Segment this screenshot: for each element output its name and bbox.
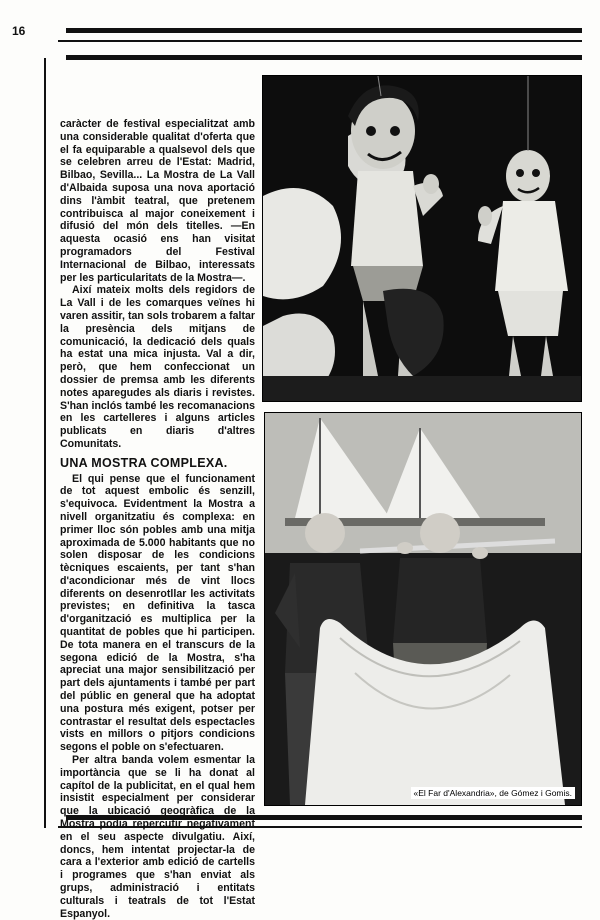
article-column [60,118,255,920]
article-paragraph-2: Així mateix molts dels regidors de La Vall i de les comarques veïnes hi varen assitir, tan sols trobarem a faltar la presència dels mitjans de comunicació, la dedicació dels quals ha estat una mica injusta. Val a dir, però, que hem confeccionat un dossier de premsa amb les diferents notes aparegudes als diaris i revistes. S'han inclós també les recomanacions en les cartelleres i alguns articles publicats en diaris d'altres Comunitats. [60,284,255,450]
header-rule [66,28,582,33]
far-dalexandria-illustration [265,413,581,805]
page-number: 16 [12,24,26,38]
puppets-photo [262,75,582,402]
article-paragraph-1: caràcter de festival especialitzat amb una considerable qualitat d'oferta que el fa equiparable a qualsevol dels que se celebren arreu de l'Estat: Madrid, Bilbao, Sevilla... La Mostra de La Vall d'Albaida suposa una nova aportació dins l'àmbit teatral, que pretenem contribuisca al major coneixement i difusió del món dels titelles. —En aquesta ocasió ens han visitat programadors del Festival Internacional de Bilbao, interessats per les particularitats de la Mostra—. [60,118,255,284]
section-heading: UNA MOSTRA COMPLEXA. [60,455,228,470]
puppets-photo-illustration [263,76,581,401]
left-margin-rule [44,58,46,828]
photo-caption: «El Far d'Alexandria», de Gómez i Gomis. [411,787,575,799]
body-top-rule [66,55,582,60]
far-dalexandria-photo [264,412,582,806]
header-thin-rule [58,40,582,42]
article-paragraph-4: Per altra banda volem esmentar la importància que se li ha donat al capítol de la publicitat, en el qual hem insistit especialment per considerar que la ubicació geogràfica de la Mostra podia repercutir negativament en el seu aspecte divulgatiu. Així, doncs, hem intentat projectar-la de cara a l'exterior amb edició de cartells i programes que s'han enviat als grups, administració i entitats culturals i teatrals de tot l'Estat Espanyol. [60,754,255,920]
article-paragraph-3: El qui pense que el funcionament de tot aquest embolic és senzill, s'equivoca. Evidentment la Mostra a nivell organitzatiu és complexa: en primer lloc són pobles amb una mitja aproximada de 5.000 habitants que no solen disposar de les condicions tècniques escaients, per tant s'han d'acondicionar més de vint llocs diferents on desenrotllar les activitats previstes; en definitiva la tasca d'organització es multiplica per la quantitat de pobles que hi participen. De tota manera en el transcurs de la segona edició de la Mostra, s'ha apreciat una major sensibilització per part dels ajuntaments i també per part del públic en general que ha adoptat una postura més exigent, potser per contrastar el resultat dels espectacles vists en millors o pitjors condicions segons el poble on s'efectuaren. [60,472,255,754]
